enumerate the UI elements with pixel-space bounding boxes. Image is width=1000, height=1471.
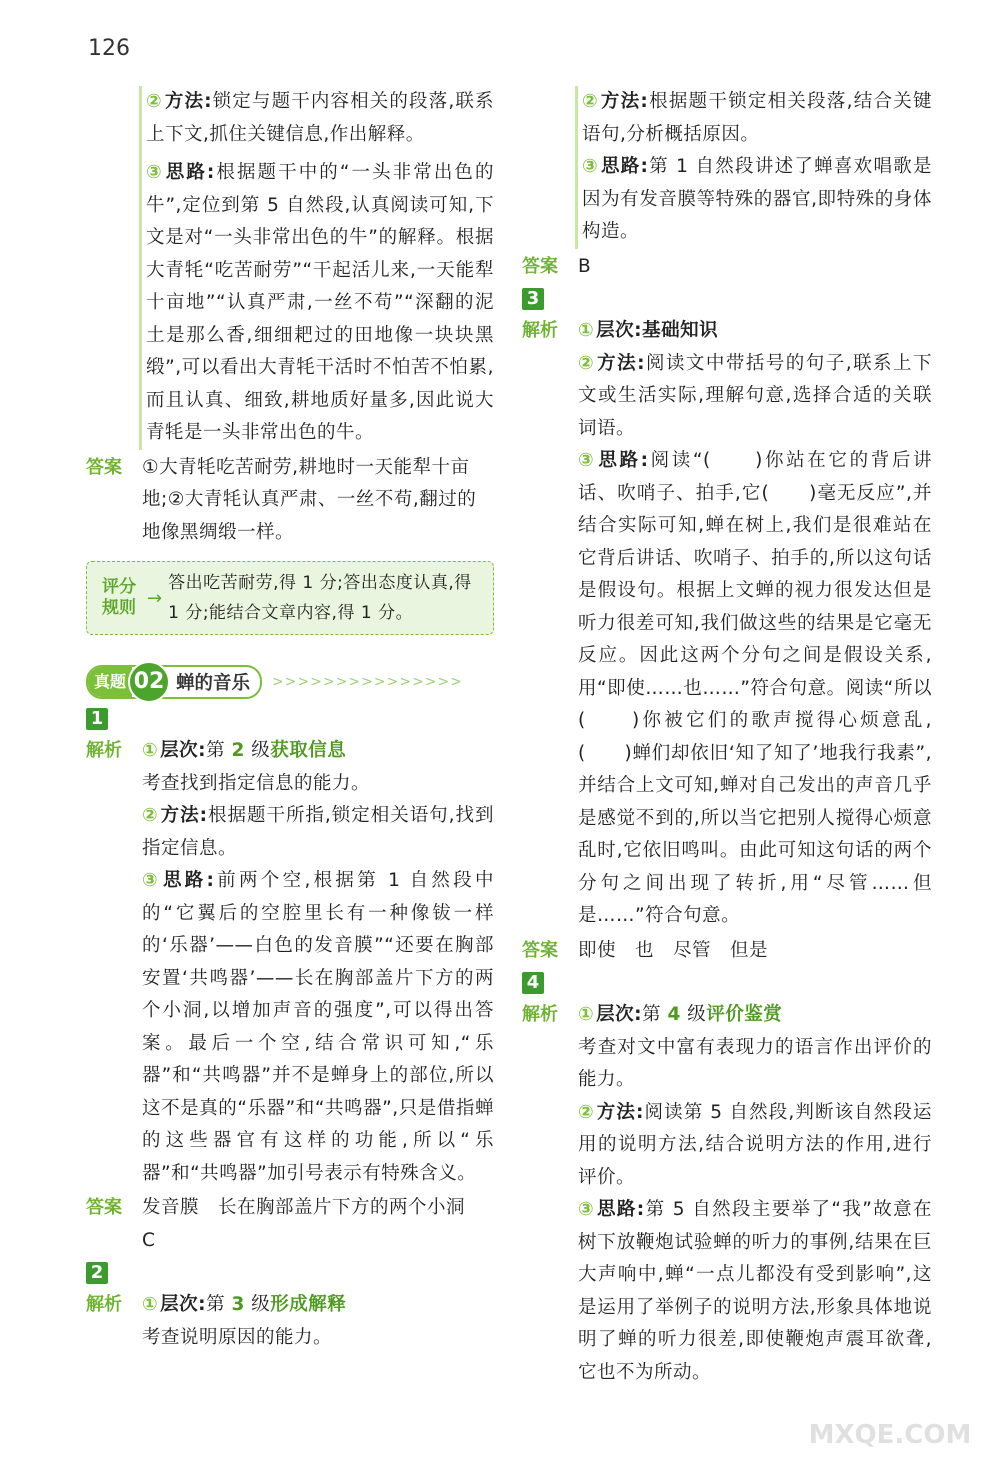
level-line: ① 层次:基础知识: [578, 320, 719, 341]
answer-tag: 答案: [522, 255, 558, 277]
thinking-paragraph: ③ 思路:前两个空,根据第 1 自然段中的“它翼后的空腔里长有一种像钹一样的‘乐器’——白色的发音膜”“还要在胸部安置‘共鸣器’——长在胸部盖片下方的两个小洞,以增加声音的强度”,可以得出答案。最后一个空,结合常识可知,“乐器”和“共鸣器”并不是蝉身上的部位,所以这不是真的“乐器”和“共鸣器”,只是借指蝉的这些器官有这样的功能,所以“乐器”和“共鸣器”加引号表示有特殊含义。: [142, 870, 494, 1184]
analysis-tag: 解析: [522, 1004, 558, 1025]
section-number: 02: [128, 661, 170, 703]
section-prefix: 真题: [88, 667, 132, 697]
answer-tag: 答案: [86, 456, 122, 478]
answer-text: 即使 也 尽管 但是: [578, 939, 769, 961]
level-line: ① 层次:第 2 级获取信息: [142, 740, 347, 761]
level-line: ① 层次:第 3 级形成解释: [142, 1294, 347, 1315]
method-paragraph: ② 方法:锁定与题干内容相关的段落,联系上下文,抓住关键信息,作出解释。: [146, 91, 494, 145]
section-title: 蝉的音乐: [176, 673, 251, 694]
page-number: 126: [88, 36, 130, 61]
method-paragraph: ② 方法:阅读文中带括号的句子,联系上下文或生活实际,理解句意,选择合适的关联词语。: [578, 352, 932, 439]
right-column: [522, 86, 932, 1389]
thinking-paragraph: ③ 思路:阅读“( )你站在它的背后讲话、吹哨子、拍手,它( )毫无反应”,并结合实际可知,蝉在树上,我们是很难站在它背后讲话、吹哨子、拍手的,所以这句话是假设句。根据上文蝉的视力很发达但是听力很差可知,我们做这些的结果是它毫无反应。因此这两个分句之间是假设关系,用“即使……也……”符合句意。阅读“所以( )你被它们的歌声搅得心烦意乱,( )蝉们却依旧‘知了知了’地我行我素”,并结合上文可知,蝉对自己发出的声音几乎是感觉不到的,所以当它把别人搅得心烦意乱时,它依旧鸣叫。由此可知这句话的两个分句之间出现了转折,用“尽管……但是……”符合句意。: [578, 450, 932, 926]
thinking-paragraph: ③ 思路:根据题干中的“一头非常出色的牛”,定位到第 5 自然段,认真阅读可知,下文是对“一头非常出色的牛”的解释。根据大青牦“吃苦耐劳”“干起活儿来,一天能犁十亩地”“认真严肃,一丝不苟”“深翻的泥土是那么香,细细耙过的田地像一块块黑缎”,可以看出大青牦干活时不怕苦不怕累,而且认真、细致,耕地质好量多,因此说大青牦是一头非常出色的牛。: [146, 162, 494, 443]
question-number: 1: [86, 708, 108, 730]
level-line: ① 层次:第 4 级评价鉴赏: [578, 1004, 783, 1025]
question-number: 3: [522, 288, 544, 310]
answer-row: [86, 452, 494, 550]
question-1: [86, 703, 494, 1257]
level-sub: 考查找到指定信息的能力。: [142, 772, 371, 794]
question-4: [522, 967, 932, 1389]
method-paragraph: ② 方法:阅读第 5 自然段,判断该自然段运用的说明方法,结合说明方法的作用,进行评价。: [578, 1101, 932, 1188]
section-header: [86, 665, 494, 699]
answer-text: 发音膜 长在胸部盖片下方的两个小洞 C: [142, 1197, 485, 1251]
scoring-rule-tag: 评分 规则: [102, 577, 136, 618]
thinking-paragraph: ③ 思路:第 1 自然段讲述了蝉喜欢唱歌是因为有发音膜等特殊的器官,即特殊的身体构造。: [582, 156, 932, 242]
method-paragraph: ② 方法:根据题干锁定相关段落,结合关键语句,分析概括原因。: [582, 91, 932, 145]
question-3: [522, 283, 932, 967]
answer-row: [522, 251, 932, 284]
answer-tag: 答案: [86, 1197, 122, 1218]
question-2: [86, 1257, 494, 1354]
answer-text: B: [578, 255, 592, 277]
analysis-tag: 解析: [86, 1294, 122, 1315]
analysis-tag: 解析: [522, 320, 558, 341]
watermark-text: MXQE.COM: [808, 1420, 972, 1450]
thinking-paragraph: ③ 思路:第 5 自然段主要举了“我”故意在树下放鞭炮试验蝉的听力的事例,结果在巨大声响中,蝉“一点儿都没有受到影响”,这是运用了举例子的说明方法,形象具体地说明了蝉的听力很差,即使鞭炮声震耳欲聋,它也不为所动。: [578, 1199, 932, 1383]
left-column: [86, 86, 494, 1354]
answer-text: ①大青牦吃苦耐劳,耕地时一天能犁十亩地;②大青牦认真严肃、一丝不苟,翻过的地像黑绸缎一样。: [142, 456, 477, 543]
scoring-rule-text: 答出吃苦耐劳,得 1 分;答出态度认真,得 1 分;能结合文章内容,得 1 分。: [168, 573, 472, 623]
watermark-logo: [790, 1383, 990, 1463]
method-paragraph: ② 方法:根据题干所指,锁定相关语句,找到指定信息。: [142, 805, 495, 859]
level-sub: 考查对文中富有表现力的语言作出评价的能力。: [578, 1036, 932, 1090]
question-number: 2: [86, 1262, 108, 1284]
arrow-right-icon: →: [147, 587, 163, 609]
answer-row: [86, 1192, 494, 1257]
section-dots-decoration: >>>>>>>>>>>>>>>: [272, 674, 463, 690]
answer-tag: 答案: [522, 939, 558, 961]
level-sub: 考查说明原因的能力。: [142, 1326, 333, 1348]
answer-row: [522, 935, 932, 968]
question-number: 4: [522, 972, 544, 994]
analysis-tag: 解析: [86, 740, 122, 761]
scoring-rule-box: [86, 561, 494, 635]
